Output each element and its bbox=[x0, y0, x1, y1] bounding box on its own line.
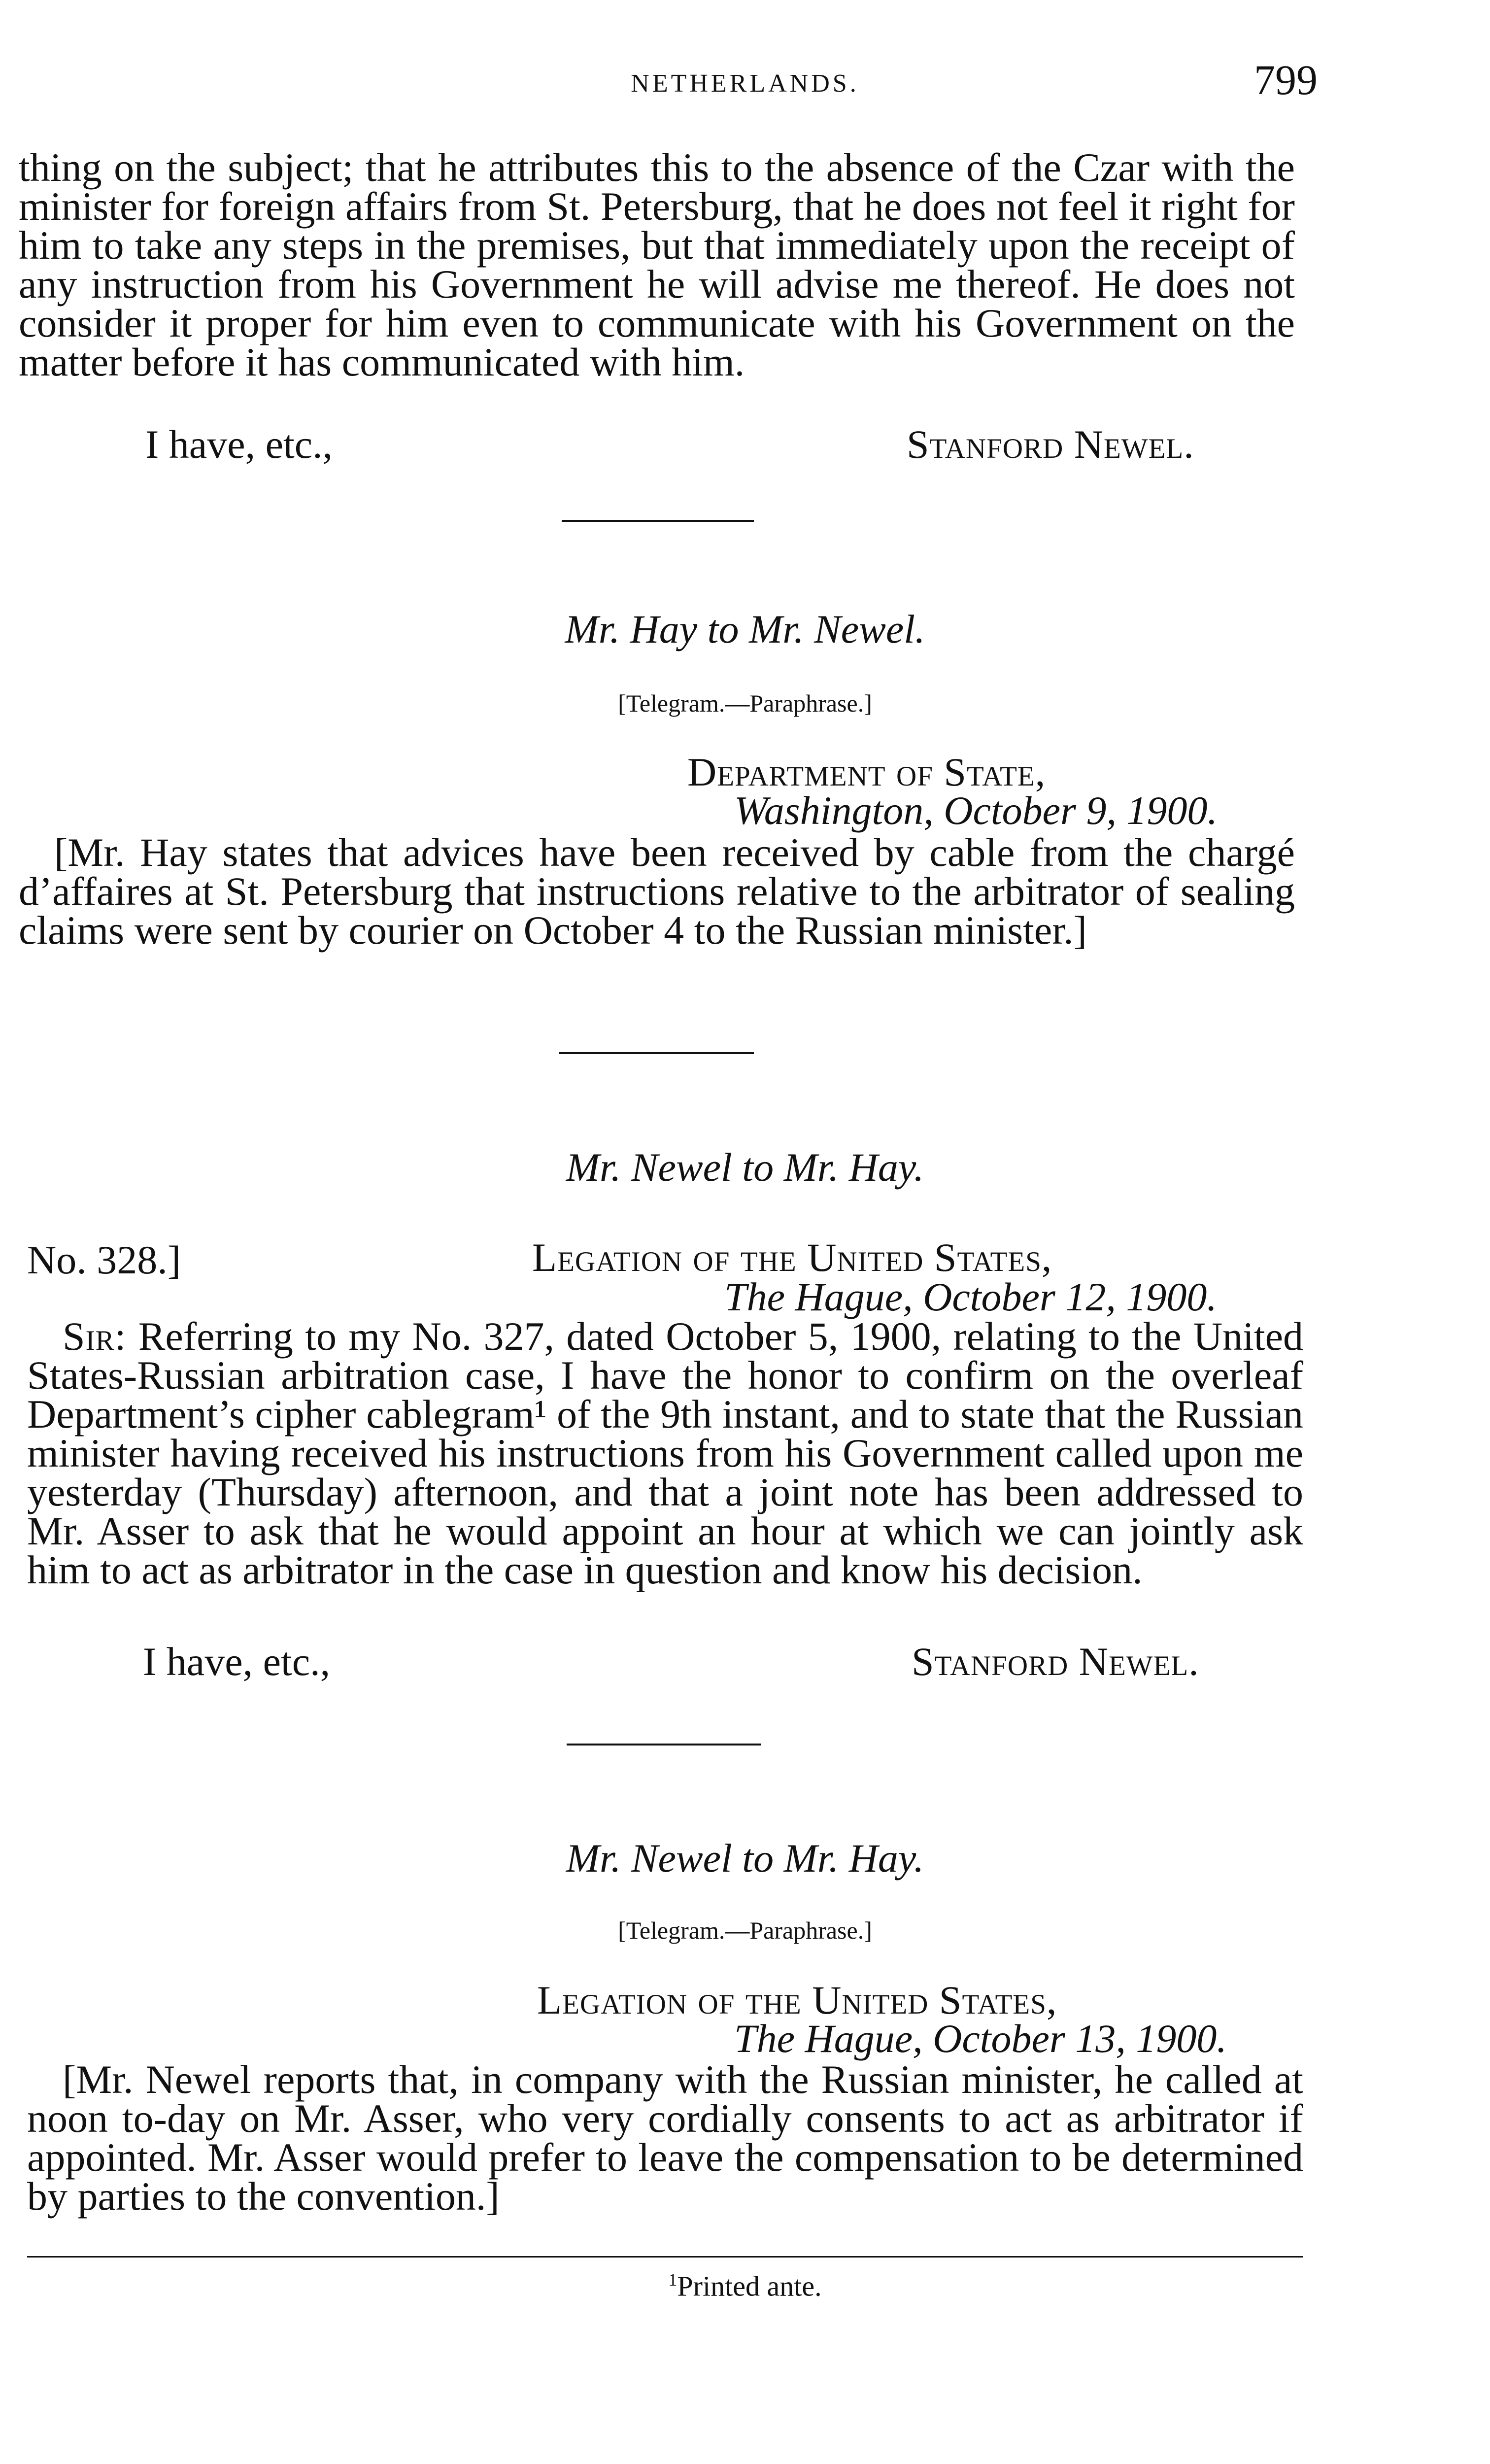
paraphrase-body: [Mr. Hay states that advices have been received by cable from the chargé d’affaires at St. Petersburg that instructions relative to the arbitrator of sealing claims were sent by courier on October 4 to the Russian minister.] bbox=[19, 830, 1295, 953]
place-date: Washington, October 9, 1900. bbox=[734, 788, 1218, 833]
running-head: NETHERLANDS. bbox=[631, 69, 859, 98]
signature: Stanford Newel. bbox=[912, 1639, 1199, 1684]
telegram-note: [Telegram.—Paraphrase.] bbox=[618, 689, 872, 717]
letter-body-text: Referring to my No. 327, dated October 5, 1900, relating to the United States-Russian arbitration case, I have the honor to confirm on the overleaf Department’s cipher cablegram¹ of the 9th instant, and to state that the Russian minister having received his instructions from his Government called upon me yesterday (Thursday) afternoon, and that a joint note has been addressed to Mr. Asser to ask that he would appoint an hour at which we can jointly ask him to act as arbitrator in the case in question and know his decision. bbox=[27, 1314, 1303, 1592]
letter-heading: Mr. Newel to Mr. Hay. bbox=[566, 1145, 924, 1190]
telegram-note: [Telegram.—Paraphrase.] bbox=[618, 1916, 872, 1944]
letter-heading: Mr. Hay to Mr. Newel. bbox=[565, 607, 925, 651]
signature: Stanford Newel. bbox=[907, 422, 1194, 467]
closing-line: I have, etc., bbox=[143, 1639, 331, 1684]
footnote-rule bbox=[27, 2256, 1303, 2258]
footnote bbox=[0, 2269, 1490, 2302]
sender-organization: Legation of the United States, bbox=[537, 1978, 1057, 2022]
document-number: No. 328.] bbox=[27, 1237, 181, 1282]
footnote-marker: 1 bbox=[668, 2270, 677, 2290]
place-date: The Hague, October 12, 1900. bbox=[724, 1274, 1217, 1319]
letter-heading: Mr. Newel to Mr. Hay. bbox=[566, 1836, 924, 1881]
paraphrase-body: [Mr. Newel reports that, in company with the Russian minister, he called at noon to-day on Mr. Asser, who very cordially consents to act as arbitrator if appointed. Mr. Asser would prefer to leave the compensation to be determined by parties to the convention.] bbox=[27, 2057, 1303, 2219]
page-number: 799 bbox=[1254, 56, 1318, 103]
section-divider bbox=[562, 520, 754, 522]
letter-body bbox=[27, 1314, 1303, 1592]
section-divider bbox=[567, 1744, 761, 1745]
closing-line: I have, etc., bbox=[145, 422, 333, 467]
salutation: Sir: bbox=[63, 1314, 127, 1359]
place-date: The Hague, October 13, 1900. bbox=[734, 2016, 1227, 2061]
footnote-text: Printed ante. bbox=[677, 2270, 822, 2302]
section-divider bbox=[559, 1052, 754, 1054]
sender-organization: Legation of the United States, bbox=[532, 1235, 1052, 1280]
continued-letter-body: thing on the subject; that he attributes this to the absence of the Czar with the minister for foreign affairs from St. Petersburg, that he does not feel it right for him to take any steps in the premises, but that immediately upon the receipt of any instruction from his Government he will advise me thereof. He does not consider it proper for him even to communicate with his Government on the matter before it has communicated with him. bbox=[19, 145, 1295, 384]
sender-organization: Department of State, bbox=[687, 750, 1046, 794]
